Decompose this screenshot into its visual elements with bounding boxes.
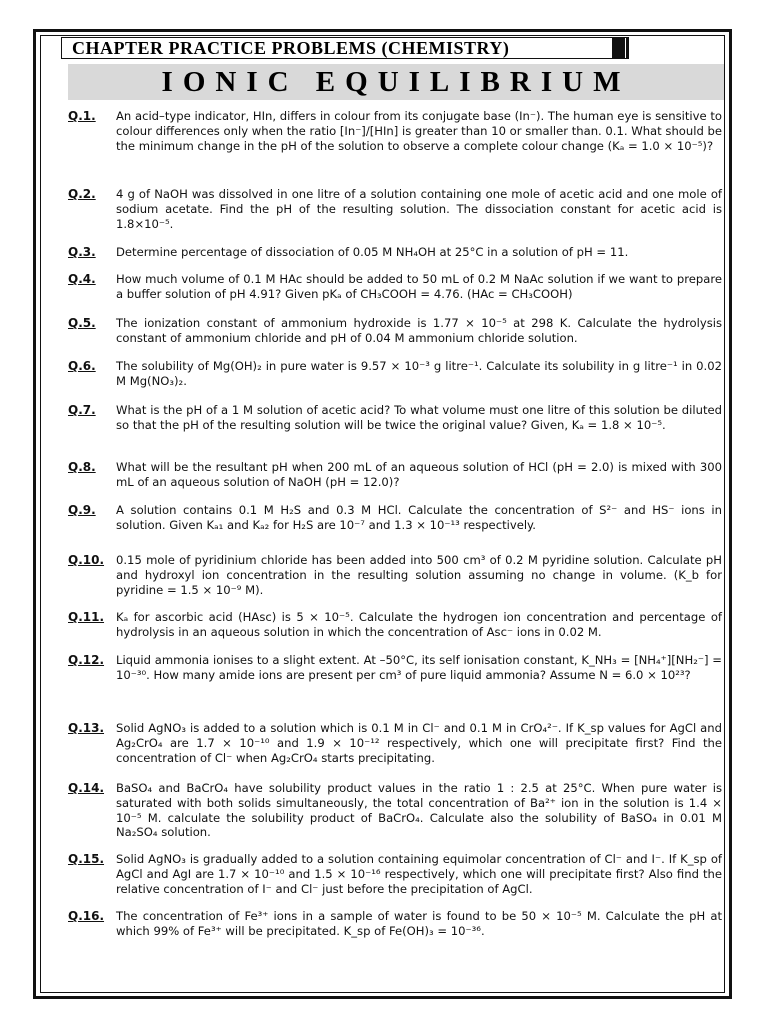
question-text: Kₐ for ascorbic acid (HAsc) is 5 × 10⁻⁵. Calculate the hydrogen ion concentration and percentage of hydrolysis in an aqueous solution in which the concentration of Asc⁻ ions in 0.02 M. [116,610,722,639]
question-item [68,403,724,433]
question-item [68,245,724,260]
question-item [68,460,724,490]
question-number: Q.2. [68,187,96,201]
question-text: Liquid ammonia ionises to a slight extent. At –50°C, its self ionisation constant, K_NH₃ = [NH₄⁺][NH₂⁻] = 10⁻³⁰. How many amide ions are present per cm³ of pure liquid ammonia? Assume N = 6.0 × 10²³? [116,653,722,682]
question-number: Q.1. [68,109,96,123]
question-text: Solid AgNO₃ is added to a solution which is 0.1 M in Cl⁻ and 0.1 M in CrO₄²⁻. If K_sp values for AgCl and Ag₂CrO₄ are 1.7 × 10⁻¹⁰ and 1.9 × 10⁻¹² respectively, which one will precipitate first? Find the concentration of Cl⁻ when Ag₂CrO₄ starts precipitating. [116,721,722,765]
question-item [68,852,724,896]
question-number: Q.15. [68,852,105,866]
question-number: Q.3. [68,245,96,259]
chapter-bar-decoration-thin [626,37,629,59]
question-number: Q.10. [68,553,105,567]
question-number: Q.14. [68,781,105,795]
question-number: Q.9. [68,503,96,517]
question-item [68,781,724,840]
page-title [68,64,724,100]
question-text: 0.15 mole of pyridinium chloride has been added into 500 cm³ of 0.2 M pyridine solution. Calculate pH and hydroxyl ion concentration in the resulting solution assuming no change in volume. (K_b for pyridine = 1.5 × 10⁻⁹ M). [116,553,722,597]
question-item [68,359,724,389]
question-item [68,272,724,302]
question-number: Q.8. [68,460,96,474]
question-text: The solubility of Mg(OH)₂ in pure water is 9.57 × 10⁻³ g litre⁻¹. Calculate its solubility in g litre⁻¹ in 0.02 M Mg(NO₃)₂. [116,359,722,388]
question-number: Q.7. [68,403,96,417]
question-item [68,653,724,683]
page-title-text: IONIC EQUILIBRIUM [161,66,631,98]
question-number: Q.5. [68,316,96,330]
question-item [68,109,724,153]
question-item [68,187,724,231]
question-text: BaSO₄ and BaCrO₄ have solubility product values in the ratio 1 : 2.5 at 25°C. When pure water is saturated with both solids simultaneously, the total concentration of Ba²⁺ ion in the solution is 1.4 × 10⁻⁵ M. calculate the solubility product of BaCrO₄. Calculate also the solubility of BaSO₄ in 0.01 M Na₂SO₄ solution. [116,781,722,840]
question-text: A solution contains 0.1 M H₂S and 0.3 M HCl. Calculate the concentration of S²⁻ and HS⁻ ions in solution. Given Kₐ₁ and Kₐ₂ for H₂S are 10⁻⁷ and 1.3 × 10⁻¹³ respectively. [116,503,722,532]
question-item [68,909,724,939]
chapter-heading-text: CHAPTER PRACTICE PROBLEMS (CHEMISTRY) [72,38,510,58]
question-item [68,316,724,346]
question-item [68,610,724,640]
question-item [68,721,724,765]
question-number: Q.12. [68,653,105,667]
question-text: The ionization constant of ammonium hydroxide is 1.77 × 10⁻⁵ at 298 K. Calculate the hydrolysis constant of ammonium chloride and pH of 0.04 M ammonium chloride solution. [116,316,722,345]
question-item [68,503,724,533]
question-text: 4 g of NaOH was dissolved in one litre of a solution containing one mole of acetic acid and one mole of sodium acetate. Find the pH of the resulting solution. The dissociation constant for acetic acid is 1.8×10⁻⁵. [116,187,722,231]
question-text: Solid AgNO₃ is gradually added to a solution containing equimolar concentration of Cl⁻ and I⁻. If K_sp of AgCl and AgI are 1.7 × 10⁻¹⁰ and 1.5 × 10⁻¹⁶ respectively, which one will precipitate first? Also find the relative concentration of I⁻ and Cl⁻ just before the precipitation of AgCl. [116,852,722,896]
chapter-heading [61,37,629,59]
question-text: How much volume of 0.1 M HAc should be added to 50 mL of 0.2 M NaAc solution if we want to prepare a buffer solution of pH 4.91? Given pKₐ of CH₃COOH = 4.76. (HAc = CH₃COOH) [116,272,722,301]
question-text: The concentration of Fe³⁺ ions in a sample of water is found to be 50 × 10⁻⁵ M. Calculate the pH at which 99% of Fe³⁺ will be precipitated. K_sp of Fe(OH)₃ = 10⁻³⁶. [116,909,722,938]
question-text: What will be the resultant pH when 200 mL of an aqueous solution of HCl (pH = 2.0) is mixed with 300 mL of an aqueous solution of NaOH (pH = 12.0)? [116,460,722,489]
question-text: An acid–type indicator, HIn, differs in colour from its conjugate base (In⁻). The human eye is sensitive to colour differences only when the ratio [In⁻]/[HIn] is greater than 10 or smaller than. 0.1. What should be the minimum change in the pH of the solution to observe a complete colour change (Kₐ = 1.0 × 10⁻⁵)? [116,109,722,153]
chapter-bar-decoration [612,37,625,59]
question-number: Q.16. [68,909,105,923]
question-text: Determine percentage of dissociation of 0.05 M NH₄OH at 25°C in a solution of pH = 11. [116,245,629,259]
question-number: Q.4. [68,272,96,286]
question-number: Q.13. [68,721,105,735]
question-number: Q.11. [68,610,105,624]
question-text: What is the pH of a 1 M solution of acetic acid? To what volume must one litre of this solution be diluted so that the pH of the resulting solution will be twice the original value? Given, Kₐ = 1.8 × 10⁻⁵. [116,403,722,432]
question-item [68,553,724,597]
question-number: Q.6. [68,359,96,373]
